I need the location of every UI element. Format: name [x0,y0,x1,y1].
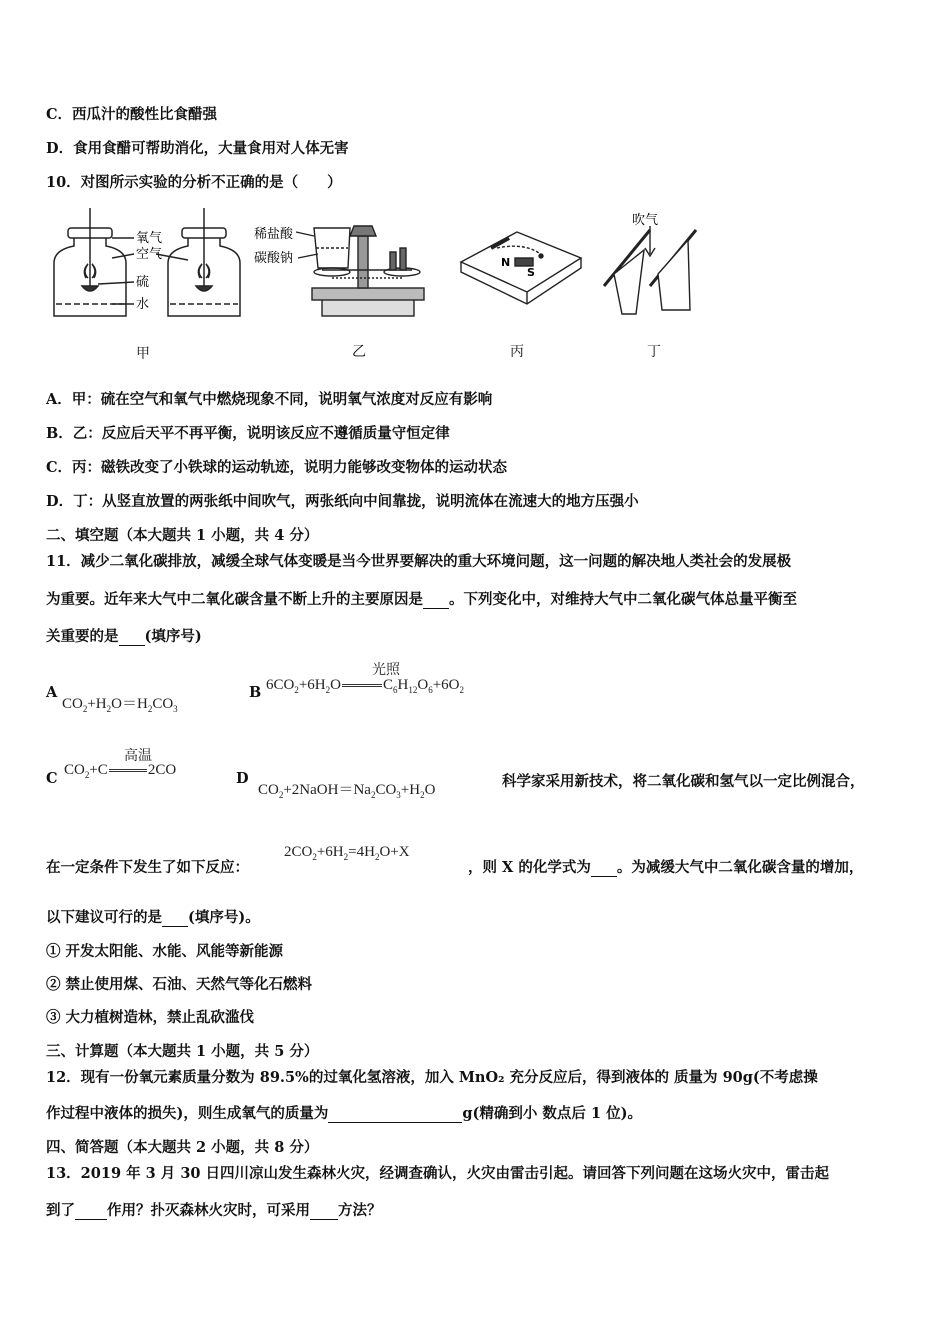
q9-option-c: C．西瓜汁的酸性比食醋强 [46,106,218,123]
equation-co2-h2: $2CO_2+6H_2=4H_2O+X$ [284,844,410,862]
blank[interactable] [75,1205,107,1220]
q9-option-d: D．食用食醋可帮助消化，大量食用对人体无害 [46,140,349,157]
figure-bing-magnet [457,222,585,314]
svg-text:N: N [501,256,511,269]
label-water: 水 [136,297,150,312]
equation-a: $CO_2+H_2O=H_2CO_3$ [62,696,178,714]
blank[interactable] [162,912,188,927]
figure-yi-balance [252,218,427,323]
q12-line-2: 作过程中液体的损失)，则生成氧气的质量为 g(精确到小 数点后 1 位)。 [46,1105,642,1122]
section-3-title: 三、计算题（本大题共 1 小题，共 5 分） [46,1043,319,1060]
q10-option-b: B．乙：反应后天平不再平衡，说明该反应不遵循质量守恒定律 [46,425,450,442]
figure-label-ding: 丁 [647,344,661,360]
blank[interactable] [591,862,617,877]
svg-text:S: S [527,266,535,279]
label-blow: 吹气 [632,213,659,228]
section-4-title: 四、简答题（本大题共 2 小题，共 8 分） [46,1139,319,1156]
label-sulfur: 硫 [136,275,150,290]
label-dilute-hcl: 稀盐酸 [254,227,294,242]
q11-line-5-prefix: 在一定条件下发生了如下反应： [46,859,249,876]
q11-suggestion-2: ② 禁止使用煤、石油、天然气等化石燃料 [46,976,313,993]
q11-option-b-label: B [249,684,262,701]
q10-stem: 10．对图所示实验的分析不正确的是（ ） [46,174,342,191]
q11-suggestion-1: ① 开发太阳能、水能、风能等新能源 [46,943,284,960]
q11-suggestion-3: ③ 大力植树造林，禁止乱砍滥伐 [46,1009,255,1026]
blank[interactable] [423,594,449,609]
figure-label-jia: 甲 [136,346,150,362]
q10-option-a: A．甲：硫在空气和氧气中燃烧现象不同，说明氧气浓度对反应有影响 [46,391,493,408]
section-2-title: 二、填空题（本大题共 1 小题，共 4 分） [46,527,319,544]
figure-label-bing: 丙 [510,344,524,360]
q11-after-d-text: 科学家采用新技术，将二氧化碳和氢气以一定比例混合， [502,773,865,790]
label-air: 空气 [136,247,163,262]
q10-option-d: D．丁：从竖直放置的两张纸中间吹气，两张纸向中间靠拢，说明流体在流速大的地方压强小 [46,493,639,510]
figure-ding-paper [600,210,700,320]
condition-high-temp: 高温 [124,749,152,764]
q11-line-5-suffix: ，则 X 的化学式为 。为减缓大气中二氧化碳含量的增加， [468,859,864,876]
equation-d: $CO_2+2NaOH=Na_2CO_3+H_2O$ [258,782,436,800]
figure-label-yi: 乙 [352,344,366,360]
q11-line-3: 关重要的是 (填序号) [46,628,202,645]
figure-jia-sulfur-jars [46,208,246,326]
q12-line-1: 12．现有一份氧元素质量分数为 89.5%的过氧化氢溶液，加入 MnO₂ 充分反应后，得到液体的 质量为 90g(不考虑操 [46,1069,818,1086]
equation-b: $6CO_2+6H_2O$ $C_6H_{12}O_6+6O_2$ [266,677,464,695]
q11-line-2: 为重要。近年来大气中二氧化碳含量不断上升的主要原因是 。下列变化中，对维持大气中二氧化碳气体总量平衡至 [46,591,797,608]
q13-line-1: 13．2019 年 3 月 30 日四川凉山发生森林火灾，经调查确认，火灾由雷击引起。请回答下列问题在这场火灾中，雷击起 [46,1165,830,1182]
q11-option-c-label: C [46,770,58,787]
q10-option-c: C．丙：磁铁改变了小铁球的运动轨迹，说明力能够改变物体的运动状态 [46,459,508,476]
blank[interactable] [328,1108,462,1123]
q11-line-6: 以下建议可行的是 (填序号)。 [46,909,260,926]
blank[interactable] [119,631,145,646]
equation-c: $CO_2+C$ 2CO [64,762,177,780]
label-oxygen: 氧气 [136,231,163,246]
q11-option-a-label: A [46,684,58,701]
blank[interactable] [310,1205,338,1220]
condition-light: 光照 [372,663,400,678]
q11-option-d-label: D [236,770,249,787]
q11-line-1: 11．减少二氧化碳排放，减缓全球气体变暖是当今世界要解决的重大环境问题，这一问题的解决地人类社会的发展极 [46,553,792,570]
q13-line-2: 到了 作用？扑灭森林火灾时，可采用 方法？ [46,1202,382,1219]
label-sodium-carbonate: 碳酸钠 [254,251,294,266]
